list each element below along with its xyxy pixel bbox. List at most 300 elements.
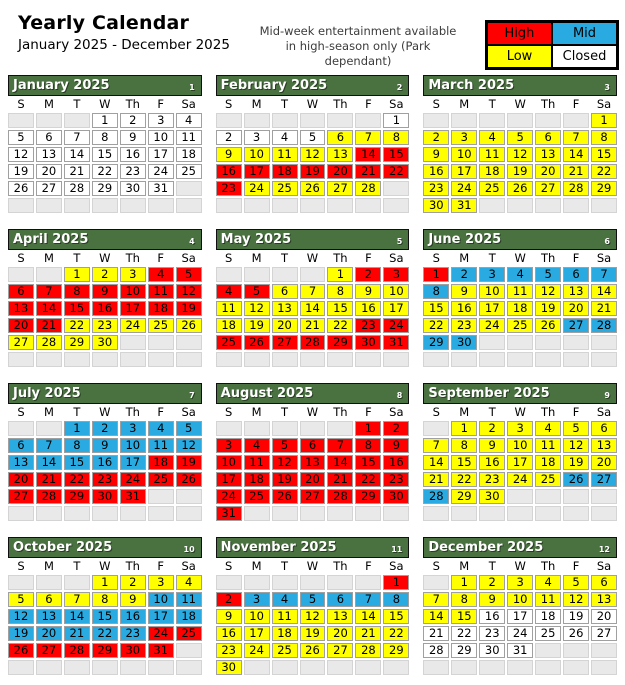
day-cell: 4 xyxy=(176,575,202,590)
day-cell: 24 xyxy=(244,643,270,658)
day-cell: 21 xyxy=(36,318,62,333)
month-number: 6 xyxy=(604,236,610,246)
day-cell: 12 xyxy=(176,438,202,453)
weekday-header: Sa xyxy=(181,559,196,573)
day-cell: 27 xyxy=(591,626,617,641)
day-cell: 5 xyxy=(563,421,589,436)
day-cell: 21 xyxy=(563,164,589,179)
day-cell: 12 xyxy=(563,592,589,607)
empty-cell xyxy=(563,113,589,128)
empty-cell xyxy=(300,198,326,213)
day-cell: 4 xyxy=(479,130,505,145)
day-cell: 25 xyxy=(535,626,561,641)
day-cell: 26 xyxy=(563,626,589,641)
empty-cell xyxy=(507,489,533,504)
month-header xyxy=(216,537,410,558)
day-cell: 26 xyxy=(300,181,326,196)
day-cell: 4 xyxy=(507,267,533,282)
day-cell: 18 xyxy=(176,147,202,162)
day-cell: 19 xyxy=(300,164,326,179)
empty-cell xyxy=(36,198,62,213)
empty-cell xyxy=(216,575,242,590)
day-cell: 16 xyxy=(451,301,477,316)
day-cell: 4 xyxy=(535,575,561,590)
day-cell: 28 xyxy=(327,489,353,504)
day-cell: 1 xyxy=(451,575,477,590)
day-cell: 23 xyxy=(120,164,146,179)
weekday-header: F xyxy=(365,251,372,265)
empty-cell xyxy=(272,352,298,367)
weekday-header: T xyxy=(488,559,496,573)
day-cell: 17 xyxy=(216,472,242,487)
day-cell: 2 xyxy=(120,113,146,128)
day-cell: 22 xyxy=(383,164,409,179)
empty-cell xyxy=(563,643,589,658)
title-block xyxy=(18,12,230,53)
day-cell: 19 xyxy=(563,609,589,624)
day-cell: 24 xyxy=(216,489,242,504)
day-cell: 1 xyxy=(383,113,409,128)
day-cell: 3 xyxy=(451,130,477,145)
weekday-header: Th xyxy=(125,559,140,573)
empty-cell xyxy=(327,198,353,213)
empty-cell xyxy=(591,489,617,504)
day-cell: 9 xyxy=(479,592,505,607)
empty-cell xyxy=(479,113,505,128)
day-cell: 14 xyxy=(355,147,381,162)
day-cell: 23 xyxy=(479,626,505,641)
empty-cell xyxy=(535,113,561,128)
day-cell: 25 xyxy=(272,643,298,658)
weekday-header: Th xyxy=(540,405,556,419)
day-cell: 24 xyxy=(148,626,174,641)
empty-cell xyxy=(507,660,533,675)
day-cell: 16 xyxy=(120,609,146,624)
day-cell: 11 xyxy=(272,609,298,624)
day-cell: 5 xyxy=(300,130,326,145)
day-cell: 24 xyxy=(244,181,270,196)
empty-cell xyxy=(327,506,353,521)
day-cell: 25 xyxy=(244,489,270,504)
weekday-header: Sa xyxy=(389,251,404,265)
day-cell: 21 xyxy=(300,318,326,333)
day-cell: 19 xyxy=(272,472,298,487)
empty-cell xyxy=(8,506,34,521)
months-grid xyxy=(8,75,617,675)
day-cell: 1 xyxy=(64,421,90,436)
weekday-header: S xyxy=(224,251,233,265)
empty-cell xyxy=(507,506,533,521)
day-cell: 12 xyxy=(244,301,270,316)
weeks-grid xyxy=(423,421,617,521)
weekday-header: S xyxy=(224,405,233,419)
empty-cell xyxy=(327,352,353,367)
month-header xyxy=(423,75,617,96)
empty-cell xyxy=(327,575,353,590)
day-cell: 7 xyxy=(64,592,90,607)
day-cell: 29 xyxy=(64,335,90,350)
weekday-header: S xyxy=(17,405,25,419)
empty-cell xyxy=(148,352,174,367)
day-cell: 15 xyxy=(591,147,617,162)
empty-cell xyxy=(355,113,381,128)
empty-cell xyxy=(36,660,62,675)
weekday-header: M xyxy=(251,97,262,111)
day-cell: 2 xyxy=(216,130,242,145)
day-cell: 23 xyxy=(120,626,146,641)
weekday-header: S xyxy=(17,559,25,573)
month-title: September 2025 xyxy=(428,386,550,401)
day-cell: 14 xyxy=(423,455,449,470)
day-cell: 29 xyxy=(591,181,617,196)
weekday-header: Th xyxy=(333,405,348,419)
day-cell: 1 xyxy=(92,575,118,590)
day-cell: 14 xyxy=(591,284,617,299)
day-cell: 15 xyxy=(327,301,353,316)
day-cell: 7 xyxy=(591,267,617,282)
day-cell: 30 xyxy=(120,181,146,196)
day-cell: 28 xyxy=(423,643,449,658)
day-cell: 6 xyxy=(36,130,62,145)
month-may-2025 xyxy=(216,229,410,367)
empty-cell xyxy=(148,506,174,521)
day-cell: 11 xyxy=(176,592,202,607)
day-cell: 28 xyxy=(64,181,90,196)
day-cell: 7 xyxy=(64,130,90,145)
empty-cell xyxy=(423,575,449,590)
month-february-2025 xyxy=(216,75,410,213)
day-cell: 16 xyxy=(216,626,242,641)
day-cell: 11 xyxy=(507,284,533,299)
day-cell: 15 xyxy=(92,147,118,162)
empty-cell xyxy=(591,506,617,521)
day-cell: 10 xyxy=(148,130,174,145)
day-cell: 8 xyxy=(591,130,617,145)
weekday-header: M xyxy=(251,251,262,265)
empty-cell xyxy=(120,506,146,521)
weekday-header: S xyxy=(432,97,440,111)
day-cell: 9 xyxy=(383,438,409,453)
weekday-header-row xyxy=(8,559,202,574)
empty-cell xyxy=(64,660,90,675)
weeks-grid xyxy=(8,113,202,213)
empty-cell xyxy=(244,113,270,128)
day-cell: 17 xyxy=(383,301,409,316)
weekday-header: S xyxy=(432,405,440,419)
page-subtitle: January 2025 - December 2025 xyxy=(18,37,230,53)
month-title: April 2025 xyxy=(13,232,89,247)
empty-cell xyxy=(244,660,270,675)
month-november-2025 xyxy=(216,537,410,675)
weekday-header-row xyxy=(216,559,410,574)
weekday-header: Sa xyxy=(181,405,196,419)
day-cell: 6 xyxy=(535,130,561,145)
month-header xyxy=(8,537,202,558)
empty-cell xyxy=(176,643,202,658)
day-cell: 23 xyxy=(479,472,505,487)
day-cell: 19 xyxy=(507,164,533,179)
day-cell: 13 xyxy=(327,147,353,162)
day-cell: 7 xyxy=(36,284,62,299)
weekday-header: S xyxy=(432,559,440,573)
weekday-header: W xyxy=(306,251,319,265)
month-number: 1 xyxy=(189,82,195,92)
day-cell: 30 xyxy=(423,198,449,213)
empty-cell xyxy=(300,506,326,521)
month-number: 10 xyxy=(183,544,195,554)
day-cell: 15 xyxy=(383,147,409,162)
day-cell: 26 xyxy=(507,181,533,196)
day-cell: 8 xyxy=(451,438,477,453)
day-cell: 6 xyxy=(36,592,62,607)
month-title: November 2025 xyxy=(220,540,337,555)
day-cell: 7 xyxy=(355,130,381,145)
day-cell: 5 xyxy=(244,284,270,299)
day-cell: 26 xyxy=(272,489,298,504)
day-cell: 9 xyxy=(92,284,118,299)
day-cell: 1 xyxy=(383,575,409,590)
month-title: January 2025 xyxy=(13,78,110,93)
day-cell: 24 xyxy=(148,164,174,179)
day-cell: 15 xyxy=(92,609,118,624)
empty-cell xyxy=(272,421,298,436)
empty-cell xyxy=(8,198,34,213)
day-cell: 14 xyxy=(64,609,90,624)
empty-cell xyxy=(563,335,589,350)
empty-cell xyxy=(563,506,589,521)
day-cell: 30 xyxy=(120,643,146,658)
day-cell: 26 xyxy=(176,318,202,333)
day-cell: 17 xyxy=(507,455,533,470)
empty-cell xyxy=(535,352,561,367)
day-cell: 25 xyxy=(479,181,505,196)
day-cell: 20 xyxy=(8,318,34,333)
weekday-header: Th xyxy=(333,97,348,111)
day-cell: 23 xyxy=(216,643,242,658)
empty-cell xyxy=(423,506,449,521)
day-cell: 13 xyxy=(272,301,298,316)
day-cell: 18 xyxy=(507,301,533,316)
weeks-grid xyxy=(216,575,410,675)
day-cell: 3 xyxy=(244,592,270,607)
day-cell: 3 xyxy=(120,267,146,282)
day-cell: 3 xyxy=(216,438,242,453)
day-cell: 19 xyxy=(8,626,34,641)
day-cell: 2 xyxy=(92,421,118,436)
empty-cell xyxy=(383,352,409,367)
weekday-header: T xyxy=(281,97,289,111)
month-title: December 2025 xyxy=(428,540,544,555)
weekday-header: M xyxy=(43,97,54,111)
day-cell: 30 xyxy=(92,489,118,504)
day-cell: 26 xyxy=(535,318,561,333)
empty-cell xyxy=(479,198,505,213)
empty-cell xyxy=(355,575,381,590)
weekday-header: T xyxy=(488,97,496,111)
day-cell: 8 xyxy=(327,284,353,299)
empty-cell xyxy=(591,335,617,350)
day-cell: 18 xyxy=(535,609,561,624)
month-title: July 2025 xyxy=(13,386,81,401)
empty-cell xyxy=(327,660,353,675)
empty-cell xyxy=(176,660,202,675)
empty-cell xyxy=(383,660,409,675)
day-cell: 15 xyxy=(64,455,90,470)
weekday-header: F xyxy=(365,97,372,111)
day-cell: 11 xyxy=(535,592,561,607)
day-cell: 14 xyxy=(36,455,62,470)
weeks-grid xyxy=(423,267,617,367)
day-cell: 11 xyxy=(148,284,174,299)
empty-cell xyxy=(120,352,146,367)
month-number: 5 xyxy=(396,236,403,246)
day-cell: 14 xyxy=(36,301,62,316)
empty-cell xyxy=(563,660,589,675)
weekday-header: M xyxy=(459,97,470,111)
empty-cell xyxy=(355,506,381,521)
weekday-header: F xyxy=(572,559,580,573)
empty-cell xyxy=(8,267,34,282)
day-cell: 23 xyxy=(216,181,242,196)
day-cell: 10 xyxy=(244,147,270,162)
day-cell: 5 xyxy=(176,267,202,282)
weekday-header: Sa xyxy=(596,405,612,419)
weekday-header: T xyxy=(281,405,289,419)
empty-cell xyxy=(244,506,270,521)
day-cell: 17 xyxy=(120,455,146,470)
day-cell: 5 xyxy=(176,421,202,436)
weeks-grid xyxy=(423,113,617,213)
empty-cell xyxy=(300,575,326,590)
legend-cell-low: Low xyxy=(487,45,552,68)
day-cell: 22 xyxy=(383,626,409,641)
day-cell: 12 xyxy=(300,609,326,624)
weekday-header-row xyxy=(216,251,410,266)
day-cell: 12 xyxy=(507,147,533,162)
day-cell: 27 xyxy=(591,472,617,487)
day-cell: 28 xyxy=(64,643,90,658)
day-cell: 8 xyxy=(423,284,449,299)
weekday-header: F xyxy=(572,405,580,419)
weeks-grid xyxy=(8,267,202,367)
empty-cell xyxy=(355,352,381,367)
day-cell: 5 xyxy=(300,592,326,607)
day-cell: 13 xyxy=(563,284,589,299)
day-cell: 8 xyxy=(64,438,90,453)
day-cell: 25 xyxy=(148,472,174,487)
weekday-header: M xyxy=(43,251,54,265)
day-cell: 17 xyxy=(507,609,533,624)
weekday-header: Th xyxy=(540,97,556,111)
weekday-header: W xyxy=(99,559,111,573)
weekday-header: W xyxy=(99,97,111,111)
month-number: 3 xyxy=(604,82,610,92)
month-title: August 2025 xyxy=(220,386,314,401)
day-cell: 18 xyxy=(176,609,202,624)
empty-cell xyxy=(64,113,90,128)
day-cell: 30 xyxy=(216,660,242,675)
day-cell: 8 xyxy=(383,130,409,145)
empty-cell xyxy=(8,575,34,590)
day-cell: 17 xyxy=(148,147,174,162)
day-cell: 31 xyxy=(507,643,533,658)
day-cell: 2 xyxy=(383,421,409,436)
day-cell: 22 xyxy=(92,164,118,179)
day-cell: 22 xyxy=(64,472,90,487)
day-cell: 8 xyxy=(451,592,477,607)
weekday-header: M xyxy=(251,559,262,573)
day-cell: 16 xyxy=(479,455,505,470)
day-cell: 27 xyxy=(36,181,62,196)
empty-cell xyxy=(36,113,62,128)
empty-cell xyxy=(423,352,449,367)
empty-cell xyxy=(563,352,589,367)
day-cell: 5 xyxy=(8,130,34,145)
empty-cell xyxy=(383,506,409,521)
empty-cell xyxy=(176,489,202,504)
empty-cell xyxy=(591,660,617,675)
day-cell: 14 xyxy=(423,609,449,624)
day-cell: 7 xyxy=(423,592,449,607)
empty-cell xyxy=(36,352,62,367)
day-cell: 29 xyxy=(92,181,118,196)
weekday-header: W xyxy=(99,405,111,419)
weeks-grid xyxy=(216,267,410,367)
page-title: Yearly Calendar xyxy=(18,12,190,34)
empty-cell xyxy=(479,352,505,367)
weekday-header: Sa xyxy=(389,559,404,573)
day-cell: 2 xyxy=(451,267,477,282)
day-cell: 22 xyxy=(451,626,477,641)
day-cell: 19 xyxy=(176,455,202,470)
empty-cell xyxy=(535,489,561,504)
day-cell: 8 xyxy=(92,130,118,145)
day-cell: 30 xyxy=(479,489,505,504)
day-cell: 8 xyxy=(355,438,381,453)
weekday-header: W xyxy=(306,97,319,111)
day-cell: 13 xyxy=(591,438,617,453)
day-cell: 28 xyxy=(36,489,62,504)
empty-cell xyxy=(8,660,34,675)
day-cell: 12 xyxy=(8,147,34,162)
day-cell: 1 xyxy=(92,113,118,128)
day-cell: 20 xyxy=(535,164,561,179)
day-cell: 6 xyxy=(591,575,617,590)
month-number: 9 xyxy=(604,390,610,400)
day-cell: 2 xyxy=(355,267,381,282)
empty-cell xyxy=(64,352,90,367)
day-cell: 13 xyxy=(300,455,326,470)
month-title: May 2025 xyxy=(220,232,292,247)
day-cell: 23 xyxy=(383,472,409,487)
empty-cell xyxy=(591,643,617,658)
day-cell: 8 xyxy=(64,284,90,299)
empty-cell xyxy=(383,198,409,213)
day-cell: 7 xyxy=(300,284,326,299)
day-cell: 6 xyxy=(8,284,34,299)
legend-cell-high: High xyxy=(487,22,552,45)
day-cell: 24 xyxy=(120,318,146,333)
empty-cell xyxy=(272,198,298,213)
weekday-header: M xyxy=(459,405,470,419)
weeks-grid xyxy=(423,575,617,675)
day-cell: 9 xyxy=(120,130,146,145)
weeks-grid xyxy=(216,113,410,213)
weekday-header: Th xyxy=(540,559,556,573)
weekday-header: Sa xyxy=(389,97,404,111)
empty-cell xyxy=(479,506,505,521)
day-cell: 29 xyxy=(327,335,353,350)
